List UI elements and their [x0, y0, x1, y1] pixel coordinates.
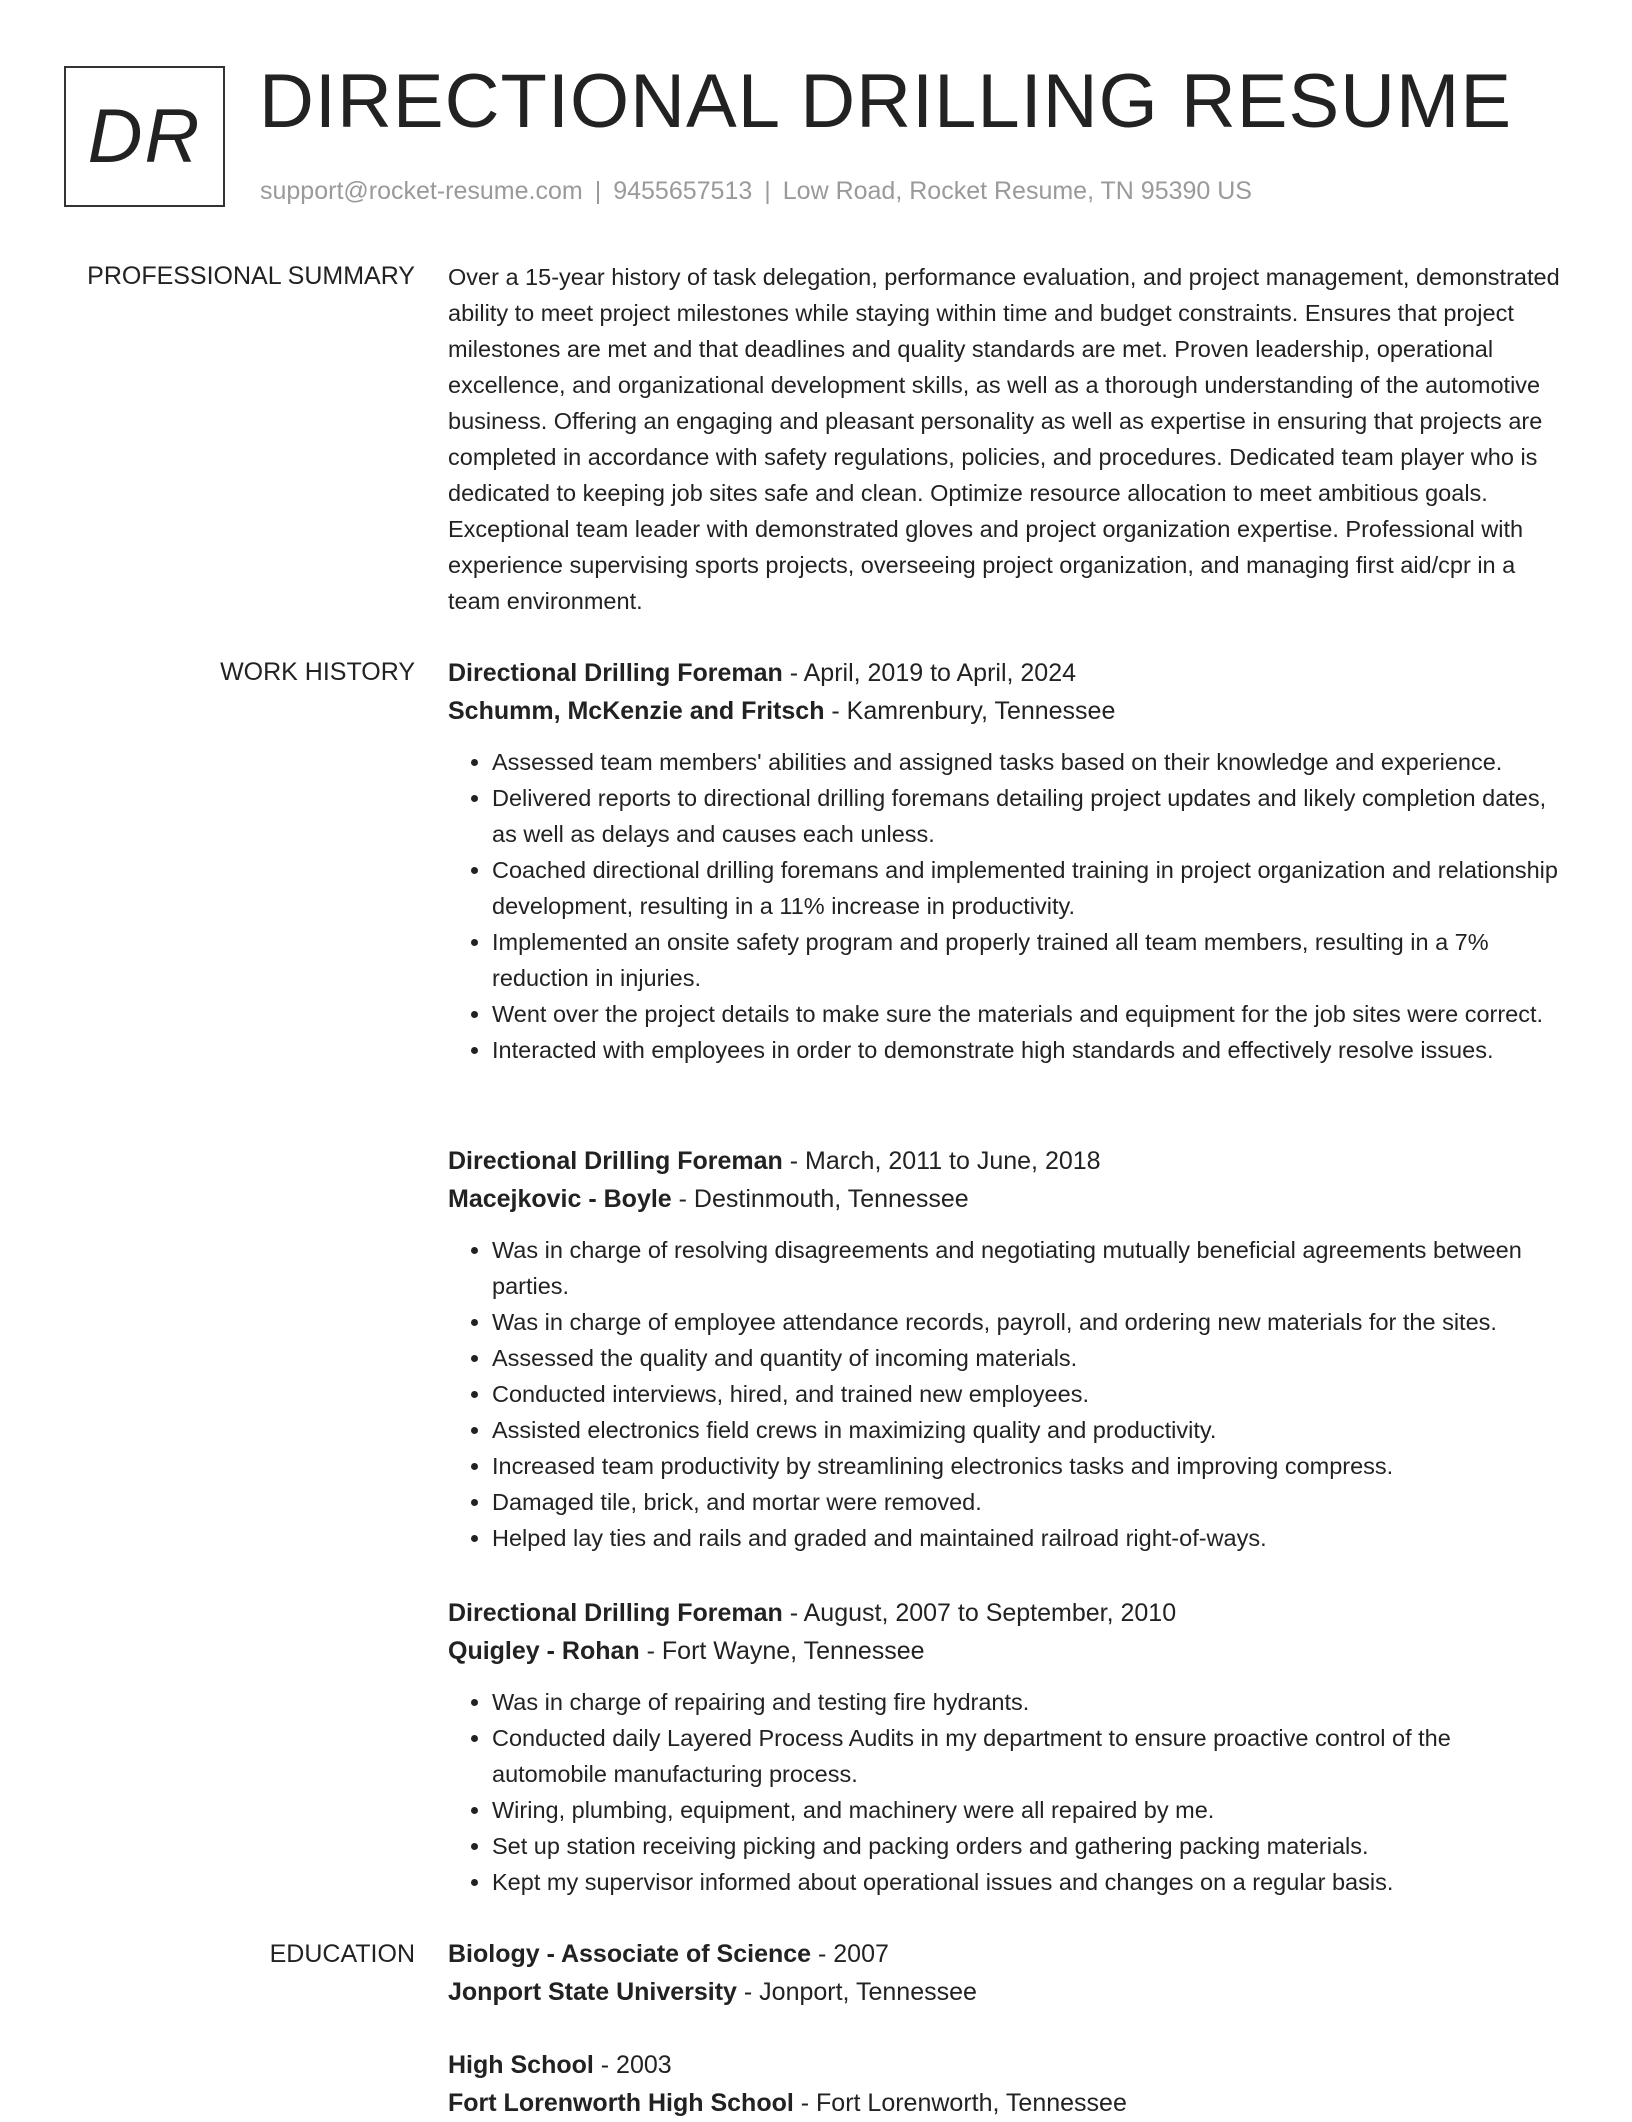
degree-year: - 2003: [593, 2051, 672, 2079]
job-bullet: • Interacted with employees in order to demonstrate high standards and effectively resolve issues.: [492, 1032, 1568, 1068]
school-line: [448, 1973, 1568, 2011]
job-bullet: • Assisted electronics field crews in maximizing quality and productivity.: [492, 1412, 1568, 1448]
degree-year: - 2007: [811, 1940, 889, 1968]
job-title-line: [448, 1594, 1568, 1632]
job-bullet: • Conducted daily Layered Process Audits in my department to ensure proactive control of the automobile manufacturing process.: [492, 1720, 1568, 1792]
job-bullet: • Set up station receiving picking and packing orders and gathering packing materials.: [492, 1828, 1568, 1864]
summary-text: Over a 15-year history of task delegation, performance evaluation, and project management, demonstrated ability to meet project milestones while staying within time and budget constraints. Ensures that project milestones are met and that deadlines and quality standards are met. Proven leadership, operational excellence, and organizational development skills, as well as a thorough understanding of the automotive business. Offering an engaging and pleasant personality as well as expertise in ensuring that projects are completed in accordance with safety regulations, policies, and procedures. Dedicated team player who is dedicated to keeping job sites safe and clean. Optimize resource allocation to meet ambitious goals. Exceptional team leader with demonstrated gloves and project organization expertise. Professional with experience supervising sports projects, overseeing project organization, and managing first aid/cpr in a team environment.: [448, 264, 1560, 614]
job-bullet: • Wiring, plumbing, equipment, and machinery were all repaired by me.: [492, 1792, 1568, 1828]
job-company: Quigley - Rohan: [448, 1637, 640, 1665]
job-bullet: • Increased team productivity by streamlining electronics tasks and improving compress.: [492, 1448, 1568, 1484]
job-title-line: [448, 654, 1568, 692]
degree-line: [448, 1935, 1568, 1973]
job-bullet: • Was in charge of repairing and testing fire hydrants.: [492, 1684, 1568, 1720]
job-bullet: • Went over the project details to make sure the materials and equipment for the job sites were correct.: [492, 996, 1568, 1032]
contact-address: Low Road, Rocket Resume, TN 95390 US: [782, 177, 1252, 205]
school-line: [448, 2084, 1568, 2122]
job-dates: - August, 2007 to September, 2010: [782, 1599, 1177, 1627]
school-location: - Jonport, Tennessee: [736, 1978, 977, 2006]
job-bullet: • Damaged tile, brick, and mortar were removed.: [492, 1484, 1568, 1520]
job-location: - Destinmouth, Tennessee: [671, 1185, 969, 1213]
job-bullet: • Assessed the quality and quantity of incoming materials.: [492, 1340, 1568, 1376]
job-company-line: [448, 1632, 1568, 1670]
job-title-line: [448, 1142, 1568, 1180]
job-bullet: • Was in charge of resolving disagreements and negotiating mutually beneficial agreements between parties.: [492, 1232, 1568, 1304]
job-location: - Kamrenbury, Tennessee: [824, 697, 1116, 725]
job-bullet: • Was in charge of employee attendance records, payroll, and ordering new materials for the sites.: [492, 1304, 1568, 1340]
job-bullet: • Implemented an onsite safety program and properly trained all team members, resulting in a 7% reduction in injuries.: [492, 924, 1568, 996]
degree-line: [448, 2046, 1568, 2084]
job-bullets: [448, 1232, 1568, 1556]
school-location: - Fort Lorenworth, Tennessee: [793, 2089, 1127, 2117]
job-entry: [448, 654, 1568, 1068]
contact-email: support@rocket-resume.com: [260, 177, 583, 205]
education-entry: [448, 2046, 1568, 2122]
job-entry: [448, 1594, 1568, 1900]
contact-line: [260, 174, 1252, 208]
section-label-education: EDUCATION: [269, 1940, 415, 1968]
job-dates: - April, 2019 to April, 2024: [782, 659, 1077, 687]
resume-title: DIRECTIONAL DRILLING RESUME: [259, 59, 1513, 144]
job-company: Schumm, McKenzie and Fritsch: [448, 697, 825, 725]
job-bullets: [448, 744, 1568, 1068]
contact-phone: 9455657513: [613, 177, 753, 205]
job-title: Directional Drilling Foreman: [448, 659, 783, 687]
job-company-line: [448, 1180, 1568, 1218]
job-bullet: • Conducted interviews, hired, and trained new employees.: [492, 1376, 1568, 1412]
job-bullet: • Kept my supervisor informed about operational issues and changes on a regular basis.: [492, 1864, 1568, 1900]
job-title: Directional Drilling Foreman: [448, 1599, 783, 1627]
summary-section: [448, 259, 1568, 619]
job-location: - Fort Wayne, Tennessee: [639, 1637, 925, 1665]
section-label-summary: PROFESSIONAL SUMMARY: [87, 262, 415, 290]
job-bullet: • Assessed team members' abilities and assigned tasks based on their knowledge and experience.: [492, 744, 1568, 780]
degree: High School: [448, 2051, 594, 2079]
degree: Biology - Associate of Science: [448, 1940, 812, 1968]
monogram-logo: DR: [64, 66, 225, 207]
education-entry: [448, 1935, 1568, 2011]
school: Jonport State University: [448, 1978, 737, 2006]
contact-separator: |: [594, 177, 602, 205]
section-label-work-history: WORK HISTORY: [220, 658, 415, 686]
job-bullet: • Helped lay ties and rails and graded and maintained railroad right-of-ways.: [492, 1520, 1568, 1556]
job-company: Macejkovic - Boyle: [448, 1185, 672, 1213]
contact-separator: |: [764, 177, 771, 205]
job-dates: - March, 2011 to June, 2018: [782, 1147, 1101, 1175]
school: Fort Lorenworth High School: [448, 2089, 794, 2117]
job-bullet: • Coached directional drilling foremans and implemented training in project organization and relationship development, resulting in a 11% increase in productivity.: [492, 852, 1568, 924]
job-bullet: • Delivered reports to directional drilling foremans detailing project updates and likely completion dates, as well as delays and causes each unless.: [492, 780, 1568, 852]
job-entry: [448, 1142, 1568, 1556]
job-title: Directional Drilling Foreman: [448, 1147, 783, 1175]
job-company-line: [448, 692, 1568, 730]
job-bullets: [448, 1684, 1568, 1900]
